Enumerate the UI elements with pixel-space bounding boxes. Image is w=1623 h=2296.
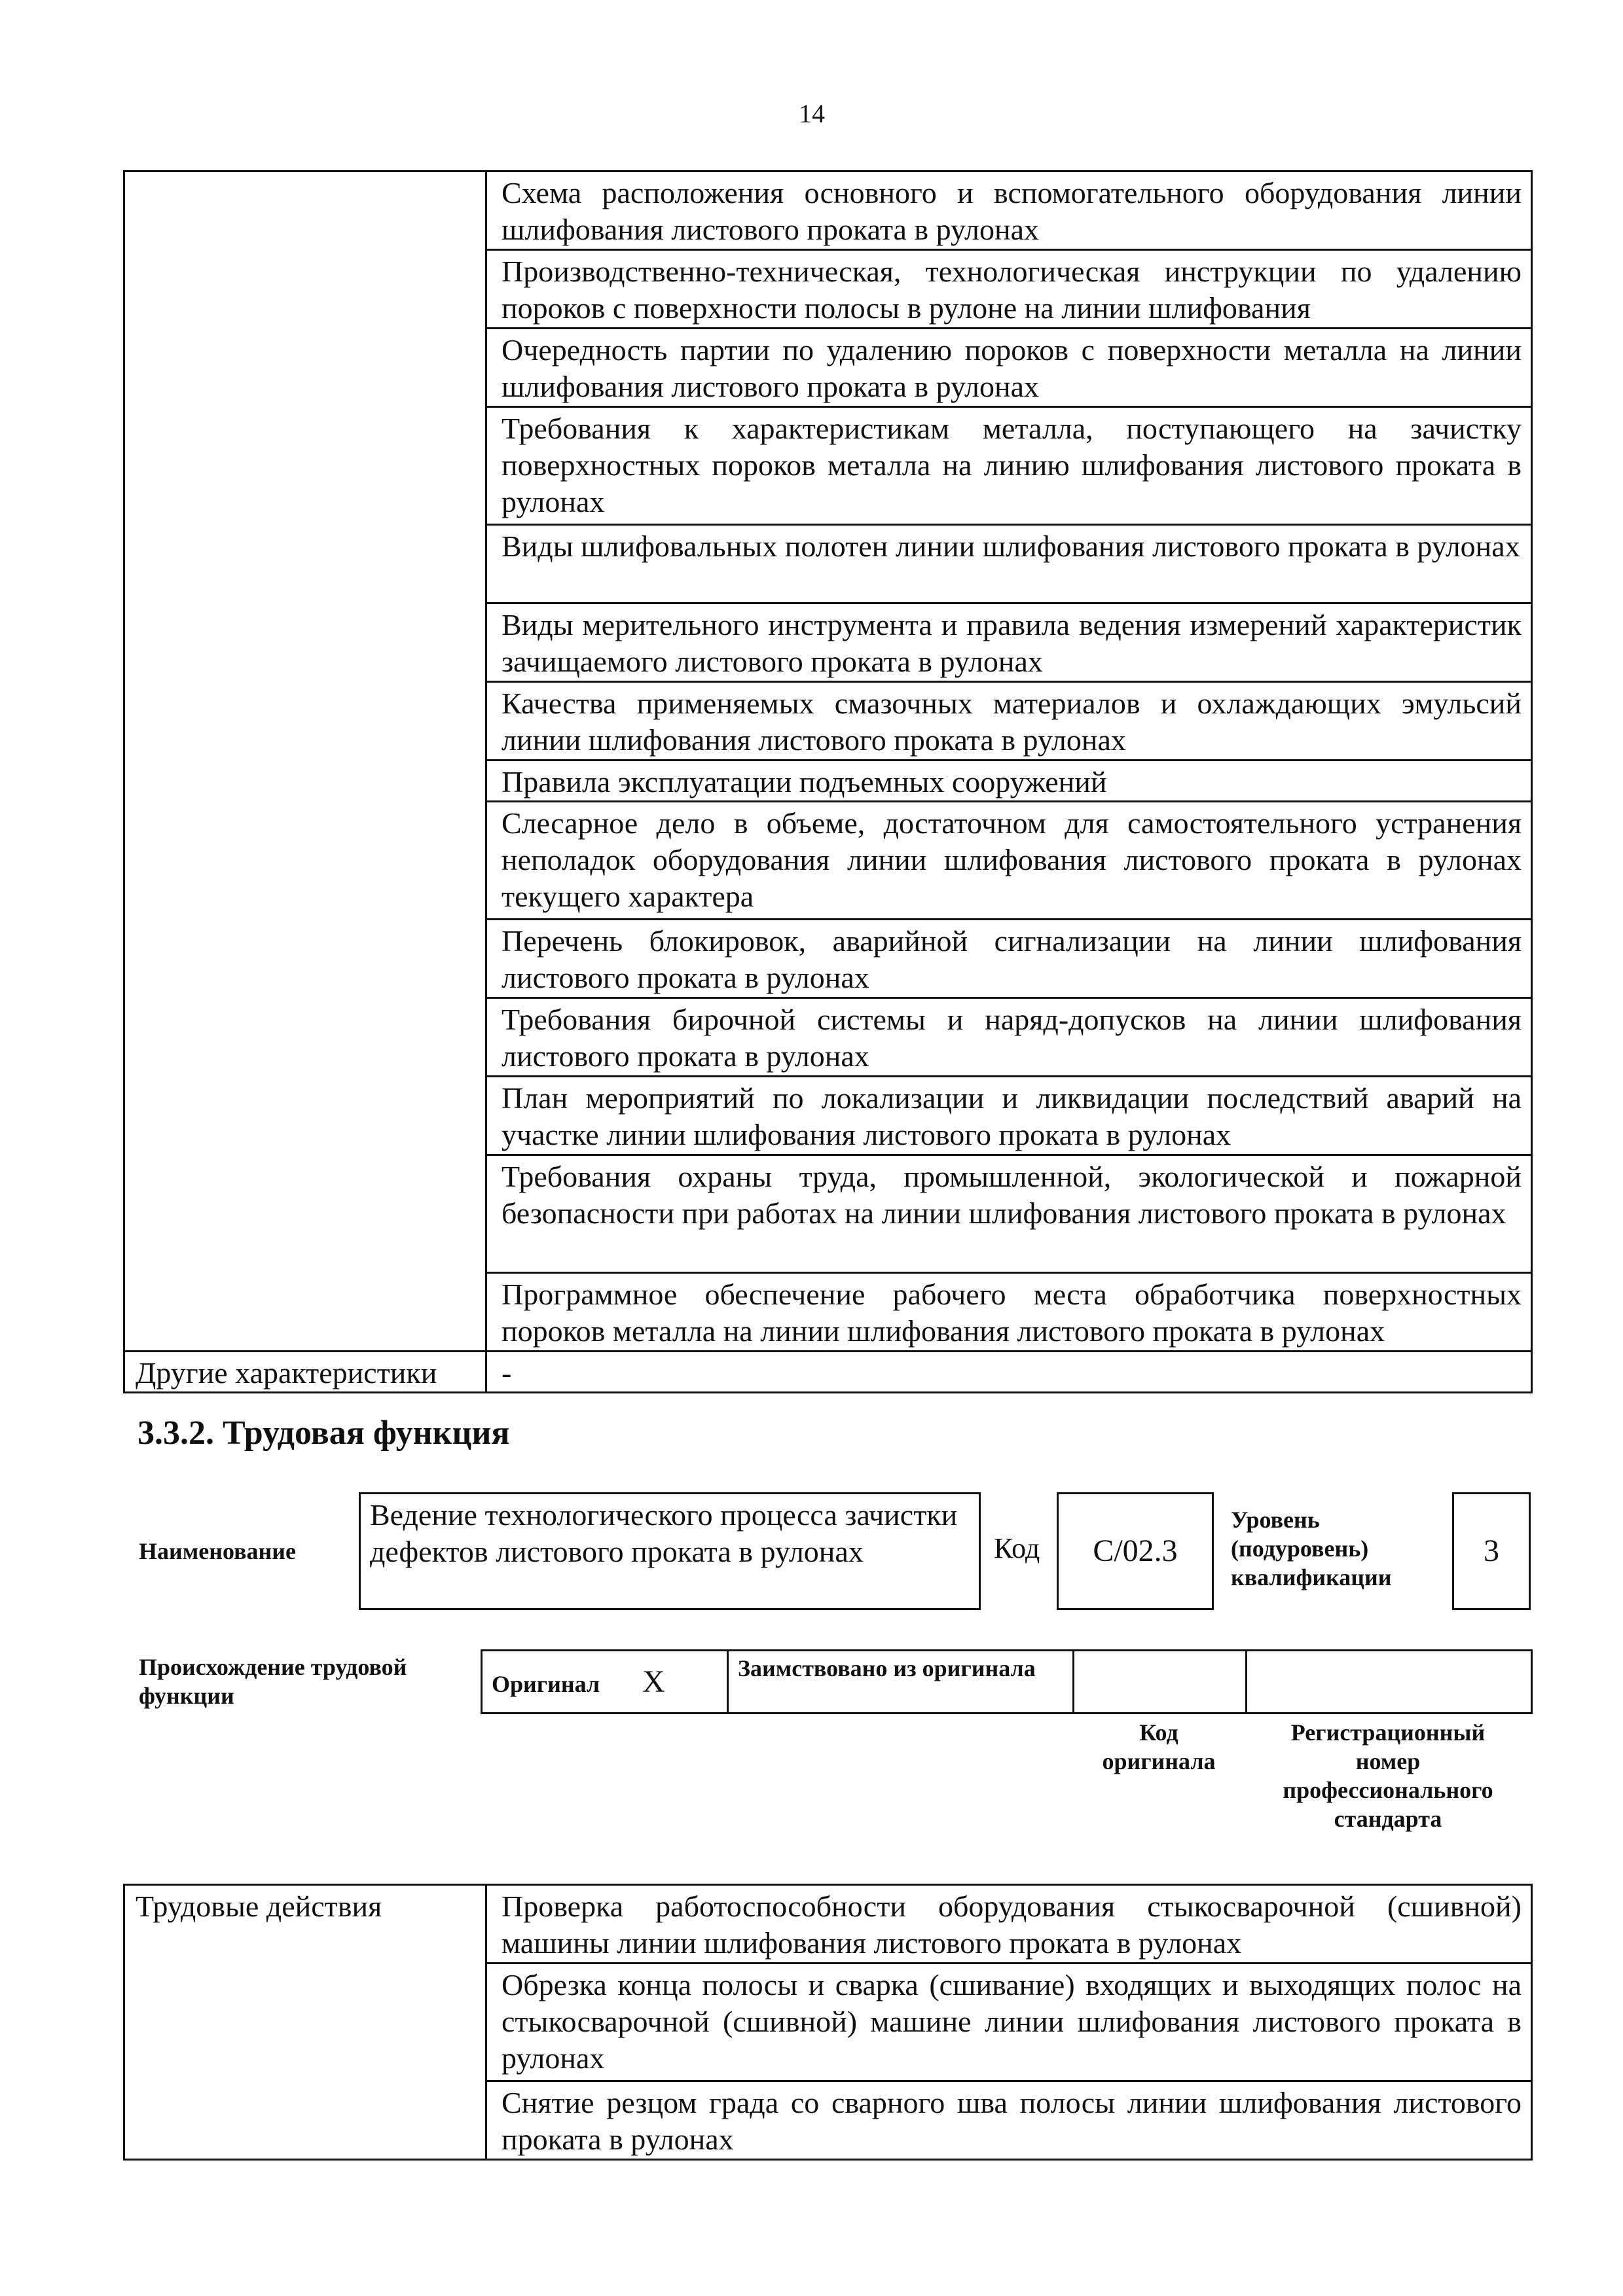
knowledge-item: Требования к характеристикам металла, поступающего на зачистку поверхностных пороков металла на линию шлифования листового проката в рулонах — [486, 407, 1532, 525]
original-mark: X — [642, 1664, 665, 1699]
section-heading: 3.3.2. Трудовая функция — [137, 1414, 510, 1452]
labor-actions-table — [123, 1884, 1533, 2161]
function-name-box — [359, 1492, 981, 1610]
knowledge-item: Перечень блокировок, аварийной сигнализации на линии шлифования листового проката в рулонах — [486, 920, 1532, 998]
borrowed-label: Заимствовано из оригинала — [728, 1651, 1074, 1713]
knowledge-item: Требования бирочной системы и наряд-допусков на линии шлифования листового проката в рулонах — [486, 998, 1532, 1077]
level-box — [1452, 1492, 1531, 1610]
origin-label: Происхождение трудовой функции — [139, 1654, 407, 1709]
labor-action-item: Обрезка конца полосы и сварка (сшивание) входящих и выходящих полос на стыкосварочной (сшивной) машине линии шлифования листового проката в рулонах — [486, 1964, 1532, 2081]
level-label: Уровень (подуровень) квалификации — [1231, 1507, 1392, 1590]
knowledge-item: Виды мерительного инструмента и правила ведения измерений характеристик зачищаемого листового проката в рулонах — [486, 603, 1532, 682]
knowledge-item: Программное обеспечение рабочего места обработчика поверхностных пороков металла на линии шлифования листового проката в рулонах — [486, 1273, 1532, 1352]
other-characteristics-value: - — [486, 1352, 1532, 1393]
reg-number-cell — [1247, 1651, 1532, 1713]
original-label: Оригинал — [492, 1670, 600, 1697]
code-value: С/02.3 — [1093, 1534, 1178, 1568]
knowledge-label-cell — [124, 171, 486, 1352]
knowledge-item: Требования охраны труда, промышленной, экологической и пожарной безопасности при работах на линии шлифования листового проката в рулонах — [486, 1155, 1532, 1273]
knowledge-item: Производственно-техническая, технологическая инструкции по удалению пороков с поверхности полосы в рулоне на линии шлифования — [486, 250, 1532, 329]
origin-original-cell — [482, 1651, 728, 1713]
labor-actions-label: Трудовые действия — [124, 1885, 486, 2160]
origin-table — [481, 1649, 1533, 1714]
labor-action-item: Проверка работоспособности оборудования стыкосварочной (сшивной) машины линии шлифования листового проката в рулонах — [486, 1885, 1532, 1964]
labor-action-item: Снятие резцом града со сварного шва полосы линии шлифования листового проката в рулонах — [486, 2081, 1532, 2160]
knowledge-item: Качества применяемых смазочных материалов и охлаждающих эмульсий линии шлифования листового проката в рулонах — [486, 682, 1532, 761]
knowledge-table — [123, 170, 1533, 1393]
other-characteristics-label: Другие характеристики — [124, 1352, 486, 1393]
knowledge-item: Очередность партии по удалению пороков с поверхности металла на линии шлифования листового проката в рулонах — [486, 329, 1532, 407]
code-label: Код — [994, 1532, 1040, 1564]
knowledge-item: Схема расположения основного и вспомогательного оборудования линии шлифования листового проката в рулонах — [486, 171, 1532, 250]
knowledge-item: План мероприятий по локализации и ликвидации последствий аварий на участке линии шлифования листового проката в рулонах — [486, 1077, 1532, 1155]
name-label: Наименование — [139, 1538, 296, 1564]
knowledge-item: Виды шлифовальных полотен линии шлифования листового проката в рулонах — [486, 525, 1532, 603]
code-original-label: Код оригинала — [1102, 1719, 1216, 1774]
page-number: 14 — [799, 99, 825, 128]
function-name-value: Ведение технологического процесса зачистки дефектов листового проката в рулонах — [370, 1498, 958, 1568]
level-value: 3 — [1484, 1534, 1499, 1568]
knowledge-item: Правила эксплуатации подъемных сооружений — [486, 761, 1532, 802]
knowledge-item: Слесарное дело в объеме, достаточном для самостоятельного устранения неполадок оборудования линии шлифования листового проката в рулонах текущего характера — [486, 802, 1532, 920]
code-original-cell — [1074, 1651, 1247, 1713]
code-box — [1057, 1492, 1214, 1610]
reg-number-label: Регистрационный номер профессионального стандарта — [1283, 1719, 1493, 1832]
